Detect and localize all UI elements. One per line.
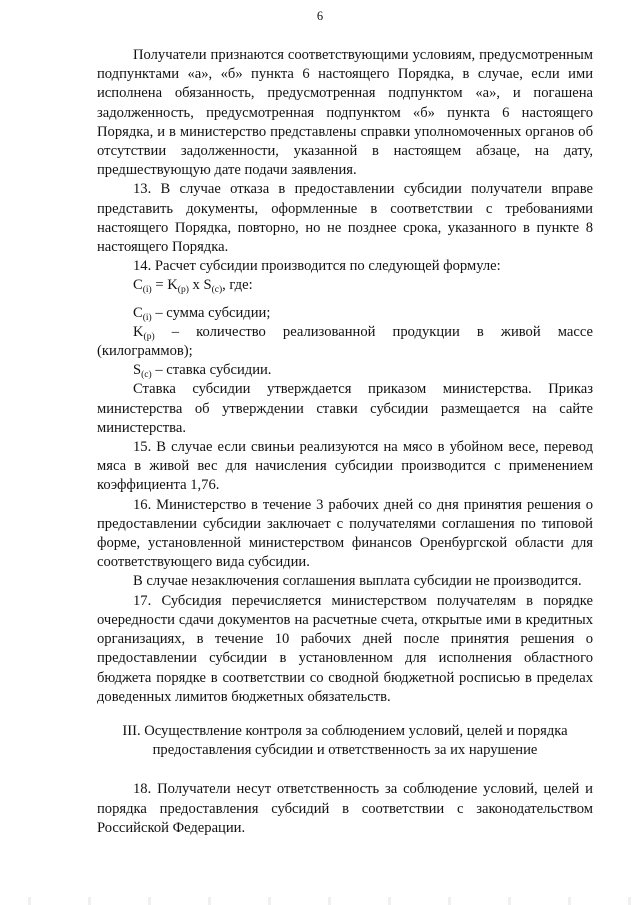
document-body: [97, 46, 593, 838]
paragraph-18: 18. Получатели несут ответственность за соблюдение условий, целей и порядка предоставления субсидий в соответствии с законодательством Российской Федерации.: [97, 781, 593, 836]
subsidy-formula: $C_{(i)} = K_{(р)}$ x $S_{(с)}$, где:: [133, 277, 253, 296]
paragraph-14: 14. Расчет субсидии производится по следующей формуле:: [133, 258, 501, 275]
definition-k: $K_{(р)}$ – количество реализованной продукции в живой массе (килограммов);: [97, 323, 593, 360]
formula-definitions: [97, 304, 593, 381]
section-heading-line-1: III. Осуществление контроля за соблюдением условий, целей и порядка: [122, 722, 568, 739]
definition-s: $S_{(с)}$ – ставка субсидии.: [133, 362, 272, 381]
definition-c: $C_{(i)}$ – сумма субсидии;: [133, 304, 271, 323]
section-heading-iii: [97, 722, 593, 760]
scan-artifact-strip: [0, 897, 640, 905]
paragraph-17: 17. Субсидия перечисляется министерством получателям в порядке очередности сдачи документов на расчетные счета, открытые ими в кредитных организациях, в течение 10 рабочих дней после принятия решения о предоставлении субсидии в установленном для исполнения областного бюджета порядке в соответствии со сводной бюджетной росписью в пределах доведенных лимитов бюджетных обязательств.: [97, 592, 593, 705]
paragraph-16-no-agreement: В случае незаключения соглашения выплата субсидии не производится.: [133, 573, 582, 590]
paragraph-recipients-conditions: Получатели признаются соответствующими условиям, предусмотренным подпунктами «а», «б» пункта 6 настоящего Порядка, в случае, если ими исполнена обязанность, предусмотренная подпунктом «а», и погашена задолженность, предусмотренная подпунктом «б» пункта 6 настоящего Порядка, и в министерство представлены справки уполномоченных органов об отсутствии задолженности, указанной в настоящем абзаце, на дату, предшествующую дате подачи заявления.: [97, 47, 593, 179]
paragraph-16: 16. Министерство в течение 3 рабочих дней со дня принятия решения о предоставлении субсидии заключает с получателями соглашения по типовой форме, установленной министерством финансов Оренбургской области для соответствующего вида субсидии.: [97, 496, 593, 571]
paragraph-15: 15. В случае если свиньи реализуются на мясо в убойном весе, перевод мяса в живой вес для начисления субсидии производится с применением коэффициента 1,76.: [97, 439, 593, 494]
paragraph-rate: Ставка субсидии утверждается приказом министерства. Приказ министерства об утверждении ставки субсидии размещается на сайте министерства.: [97, 381, 593, 436]
page-number: 6: [316, 9, 324, 23]
paragraph-13: 13. В случае отказа в предоставлении субсидии получатели вправе представить документы, оформленные в соответствии с требованиями настоящего Порядка, повторно, но не позднее срока, указанного в пункте 8 настоящего Порядка.: [97, 181, 593, 256]
section-heading-line-2: предоставления субсидии и ответственность за их нарушение: [152, 742, 538, 759]
